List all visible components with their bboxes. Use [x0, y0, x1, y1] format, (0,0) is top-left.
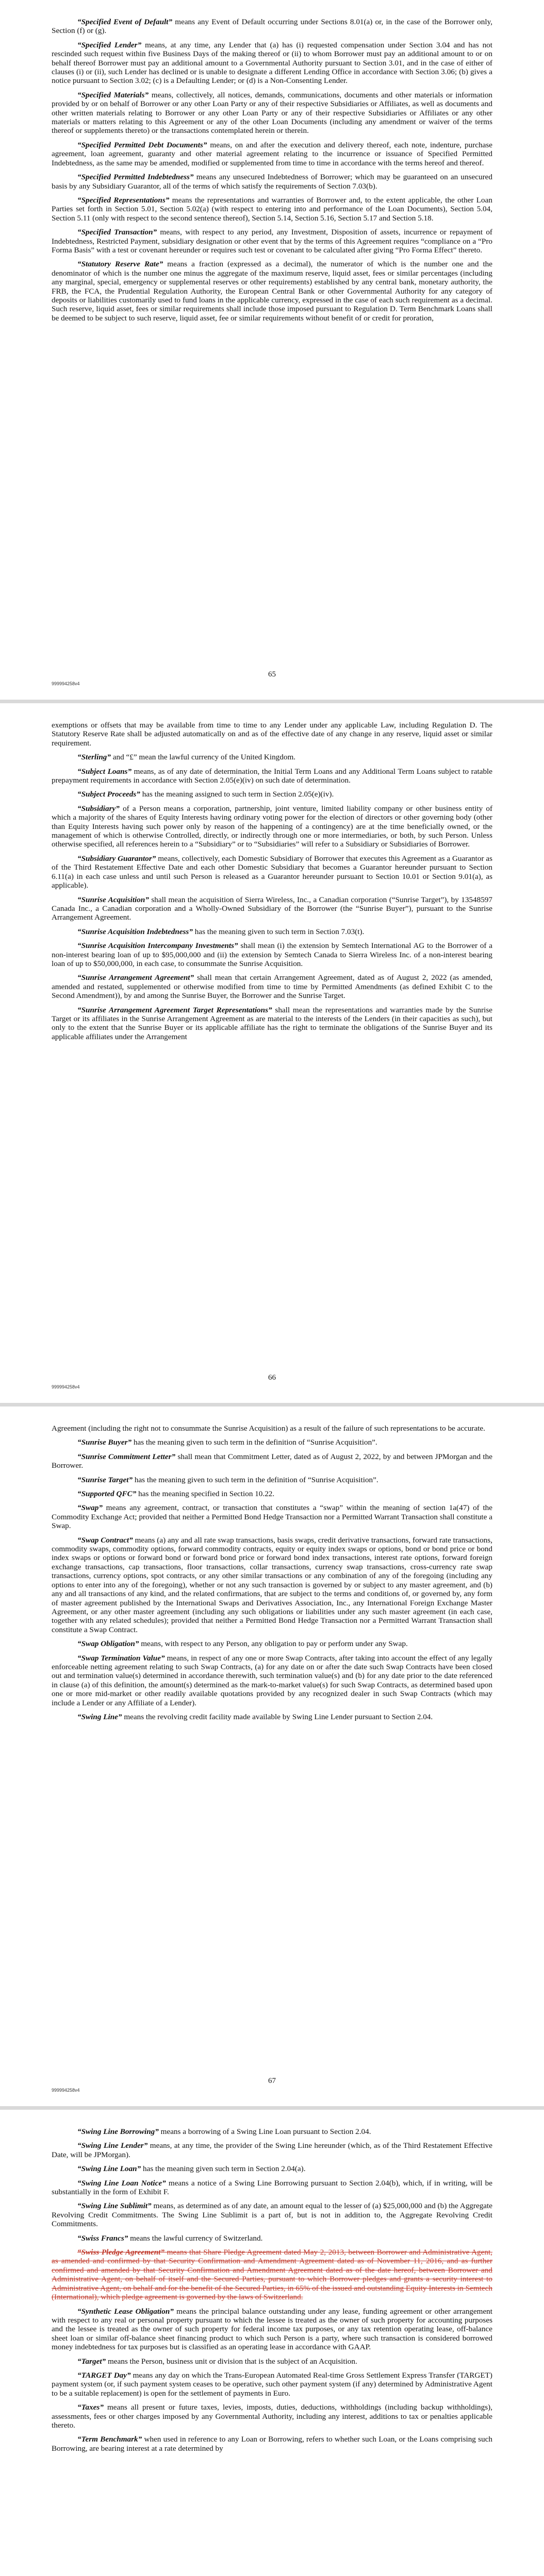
- definition-text: means any unsecured Indebtedness of Borrower; which may be guaranteed on an unsecured basis by any Subsidiary Guarantor, all of the terms of which satisfy the requirements of Section 7.03(b).: [52, 173, 492, 191]
- defined-term: “Swap Contract”: [77, 1535, 133, 1545]
- definition-paragraph: [52, 2141, 492, 2159]
- defined-term: “Swap Obligation”: [77, 1639, 139, 1649]
- definition-paragraph: [52, 2248, 492, 2301]
- definition-text: means a notice of a Swing Line Borrowing pursuant to Section 2.04(b), which, if in writing, will be substantially in the form of Exhibit F.: [52, 2178, 493, 2197]
- definition-text: means, at any time, the provider of the Swing Line hereunder (which, as of the Third Restatement Effective Date, will be JPMorgan).: [52, 2141, 493, 2159]
- definition-paragraph: [52, 260, 492, 323]
- document-page: [0, 0, 544, 700]
- defined-term: “TARGET Day”: [77, 2370, 131, 2380]
- defined-term: “Statutory Reserve Rate”: [77, 260, 163, 269]
- page-body: [52, 1424, 492, 1721]
- definition-text: means, collectively, each Domestic Subsidiary of Borrower that executes this Agreement as a Guarantor as of the Third Restatement Effective Date and each other Domestic Subsidiary that becomes a Guarantor hereunder pursuant to Section 6.11(a) in each case unless and until such Person is released as a Guarantor hereunder pursuant to Section 10.01 or Section 9.01(a), as applicable).: [52, 854, 492, 890]
- defined-term: “Swing Line Sublimit”: [77, 2201, 152, 2211]
- defined-term: “Target”: [77, 2357, 106, 2366]
- definition-text: shall mean the acquisition of Sierra Wireless, Inc., a Canadian corporation (“Sunrise Target”), by 13548597 Canada Inc., a Canadian corporation and a Wholly-Owned Subsidiary of the Borrower (the “Sunrise Buyer”), pursuant to the Sunrise Arrangement Agreement.: [52, 895, 492, 922]
- defined-term: “Specified Materials”: [77, 90, 149, 99]
- deleted-text: [52, 2248, 492, 2301]
- definition-text: means, at any time, any Lender that (a) has (i) requested compensation under Section 3.04 and has not rescinded such request within five Business Days of the making thereof or (ii) to whom Borrower must pay an additional amount to or on behalf thereof Borrower must pay an additional amount to a Governmental Authority pursuant to Section 3.01, and in the case of either of clauses (i) or (ii), such Lender has declined or is unable to designate a different Lending Office in accordance with Section 3.06; (b) gives a notice pursuant to Section 3.02; (c) is a Defaulting Lender; or (d) is a Non-Consenting Lender.: [52, 40, 492, 86]
- definition-text: Agreement (including the right not to consummate the Sunrise Acquisition) as a result of the failure of such representations to be accurate.: [52, 1424, 485, 1433]
- definition-paragraph: [52, 973, 492, 1000]
- definition-text: means all present or future taxes, levies, imposts, duties, deductions, withholdings (including backup withholdings), assessments, fees or other charges imposed by any Governmental Authority, including any interest, additions to tax or penalties applicable thereto.: [52, 2403, 492, 2430]
- defined-term: “Swing Line Loan”: [77, 2164, 141, 2174]
- defined-term: “Sunrise Acquisition Intercompany Investments”: [77, 941, 238, 951]
- definition-paragraph: [52, 1438, 492, 1447]
- definition-text: means the revolving credit facility made available by Swing Line Lender pursuant to Section 2.04.: [122, 1712, 433, 1721]
- definition-paragraph: [52, 767, 492, 785]
- definition-paragraph: [52, 2435, 492, 2453]
- definition-paragraph: [52, 2234, 492, 2243]
- defined-term: “Specified Permitted Debt Documents”: [77, 140, 207, 149]
- definition-text: means that Share Pledge Agreement dated May 2, 2013, between Borrower and Administrative Agent, as amended and confirmed by that Security Confirmation and Amendment Agreement dated as of November 11, 2016, and as further confirmed and amended by that Security Confirmation and Amendment Agreement dated as of the date hereof, between Borrower and Administrative Agent, on behalf of itself and the Secured Parties, pursuant to which Borrower pledges and grants a security interest to Administrative Agent, on behalf and for the benefit of the Secured Parties, in 65% of the issued and outstanding Equity Interests in Semtech (International), which pledge agreement is governed by the laws of Switzerland.: [52, 2248, 492, 2302]
- definition-text: has the meaning given to such term in the definition of “Sunrise Acquisition”.: [133, 1475, 378, 1484]
- definition-text: shall mean that Commitment Letter, dated as of August 2, 2022, by and between JPMorgan and the Borrower.: [52, 1452, 492, 1470]
- definition-paragraph: [52, 721, 492, 748]
- defined-term: “Swiss Francs”: [77, 2233, 128, 2243]
- definition-paragraph: [52, 18, 492, 36]
- defined-term: “Swing Line”: [77, 1712, 122, 1721]
- defined-term: “Swap”: [77, 1503, 103, 1513]
- defined-term: “Sunrise Arrangement Agreement Target Representations”: [77, 1005, 272, 1014]
- defined-term: “Specified Permitted Indebtedness”: [77, 173, 194, 182]
- definition-text: and “£” mean the lawful currency of the United Kingdom.: [111, 753, 296, 762]
- defined-term: “Sunrise Commitment Letter”: [77, 1452, 176, 1461]
- definition-text: shall mean (i) the extension by Semtech International AG to the Borrower of a non-interest bearing loan of up to $95,000,000 and (ii) the extension by Semtech Canada to Sierra Wireless Inc. of a non-interest bearing loan of up to $50,000,000, in each case, to consummate the Sunrise Acquisition.: [52, 941, 492, 968]
- definition-paragraph: [52, 1503, 492, 1530]
- definition-text: means a borrowing of a Swing Line Loan pursuant to Section 2.04.: [158, 2127, 371, 2136]
- definition-paragraph: [52, 804, 492, 849]
- definition-text: has the meaning assigned to such term in Section 2.05(e)(iv).: [140, 790, 334, 799]
- definition-text: means any agreement, contract, or transaction that constitutes a “swap” within the meaning of section 1a(47) of the Commodity Exchange Act; provided that neither a Permitted Bond Hedge Transaction nor a Permitted Warrant Transaction shall constitute a Swap.: [52, 1503, 492, 1531]
- definition-paragraph: [52, 1424, 492, 1433]
- definition-text: has the meaning specified in Section 10.22.: [136, 1489, 275, 1499]
- definition-text: of a Person means a corporation, partnership, joint venture, limited liability company or other business entity of which a majority of the shares of Equity Interests having ordinary voting power for the election of directors or other governing body (other than Equity Interests having such power only by reason of the happening of a contingency) are at the time beneficially owned, or the management of which is otherwise Controlled, directly, or indirectly through one or more intermediaries, or both, by such Person. Unless otherwise specified, all references herein to a “Subsidiary” or to “Subsidiaries” will refer to a Subsidiary or Subsidiaries of Borrower.: [52, 804, 492, 849]
- defined-term: “Specified Transaction”: [77, 228, 157, 237]
- definition-text: means, as determined as of any date, an amount equal to the lesser of (a) $25,000,000 and (b) the Aggregate Revolving Credit Commitments. The Swing Line Sublimit is a part of, but is not in addition to, the Aggregate Revolving Credit Commitments.: [52, 2201, 492, 2229]
- definition-text: has the meaning given such term in Section 2.04(a).: [141, 2164, 306, 2174]
- definition-paragraph: [52, 941, 492, 968]
- definition-paragraph: [52, 2201, 492, 2228]
- definition-text: means, with respect to any period, any Investment, Disposition of assets, incurrence or repayment of Indebtedness, Restricted Payment, subsidiary designation or other event that by the terms of this Agreement requires “compliance on a “Pro Forma Basis” with a test or covenant hereunder or requires such test or covenant to be calculated after giving “Pro Forma Effect” thereto.: [52, 228, 492, 255]
- definition-text: exemptions or offsets that may be available from time to time to any Lender under any applicable Law, including Regulation D. The Statutory Reserve Rate shall be adjusted automatically on and as of the effective date of any change in any reserve, liquid asset or similar requirement.: [52, 721, 492, 748]
- document-id: 999994258v4: [52, 681, 80, 686]
- defined-term: “Subject Proceeds”: [77, 790, 140, 799]
- definition-text: means, collectively, all notices, demands, communications, documents and other materials or information provided by or on behalf of Borrower or any other Loan Party or any of their respective Subsidiaries or Affiliates, as well as documents and other written materials relating to Borrower or any other Loan Party or any of their respective Subsidiaries or Affiliates or any other materials or matters relating to this Agreement or any of the other Loan Documents (including any amendment or waiver of the terms thereof or supplements thereto) or the transactions contemplated herein or therein.: [52, 90, 493, 135]
- page-number: 67: [268, 2077, 276, 2085]
- definition-text: shall mean the representations and warranties made by the Sunrise Target or its affiliates in the Sunrise Arrangement Agreement as are material to the interests of the Lenders (in their capacities as such), but only to the extent that the Sunrise Buyer or its applicable affiliate has the right to terminate the obligations of the Sunrise Buyer and its applicable affiliates under the Arrangement: [52, 1005, 492, 1041]
- definition-paragraph: [52, 1536, 492, 1634]
- defined-term: “Sterling”: [77, 753, 111, 762]
- definition-text: has the meaning given to such term in the definition of “Sunrise Acquisition”.: [131, 1438, 377, 1447]
- document-page: [0, 703, 544, 1403]
- document-id: 999994258v4: [52, 1384, 80, 1389]
- definition-paragraph: [52, 1006, 492, 1042]
- defined-term: “Sunrise Target”: [77, 1475, 133, 1484]
- defined-term: “Subject Loans”: [77, 767, 132, 776]
- document-page: [0, 1406, 544, 2106]
- definition-paragraph: [52, 2164, 492, 2173]
- defined-term: “Subsidiary Guarantor”: [77, 854, 156, 863]
- definition-paragraph: [52, 1476, 492, 1484]
- definition-text: means the lawful currency of Switzerland.: [128, 2233, 263, 2243]
- definition-text: means the principal balance outstanding under any lease, funding agreement or other arrangement with respect to any real or personal property pursuant to which the lessee is treated as the owner of such property for accounting purposes and the lessee is treated as the owner of such property for federal income tax purposes, or any tax retention operating lease, off-balance sheet loan or similar off-balance sheet financing product to which such Person is a party, where such transaction is considered borrowed money indebtedness for tax purposes but is classified as an operating lease in accordance with GAAP.: [52, 2307, 492, 2352]
- definition-paragraph: [52, 41, 492, 86]
- definition-text: means (a) any and all rate swap transactions, basis swaps, credit derivative transactions, forward rate transactions, commodity swaps, commodity options, forward commodity contracts, equity or equity index swaps or options, bond or bond price or bond index swaps or options or forward bond or forward bond price or forward bond index transactions, interest rate options, forward foreign exchange transactions, cap transactions, floor transactions, collar transactions, currency swap transactions, cross-currency rate swap transactions, currency options, spot contracts, or any other similar transactions or any combination of any of the foregoing (including any options to enter into any of the foregoing), whether or not any such transaction is governed by or subject to any master agreement, and (b) any and all transactions of any kind, and the related confirmations, that are subject to the terms and conditions of, or governed by, any form of master agreement published by the International Swaps and Derivatives Association, Inc., any International Foreign Exchange Master Agreement, or any other master agreement (including any such obligations or liabilities under any such master agreement (in each case, together with any related schedules); provided that neither a Permitted Bond Hedge Transaction nor a Permitted Warrant Transaction shall constitute a Swap Contract.: [52, 1535, 492, 1634]
- defined-term: “Synthetic Lease Obligation”: [77, 2307, 174, 2316]
- definition-paragraph: [52, 1452, 492, 1470]
- page-number: 66: [268, 1374, 276, 1382]
- page-body: [52, 2127, 492, 2453]
- definition-text: means, as of any date of determination, the Initial Term Loans and any Additional Term Loans subject to ratable prepayment requirements in accordance with Section 2.05(e)(iv) on such date of determination.: [52, 767, 492, 785]
- page-body: [52, 721, 492, 1041]
- definition-text: means, with respect to any Person, any obligation to pay or perform under any Swap.: [139, 1639, 408, 1649]
- definition-text: means any day on which the Trans-European Automated Real-time Gross Settlement Express Transfer (TARGET) payment system (or, if such payment system ceases to be operative, such other payment system (if any) determined by Administrative Agent to be a suitable replacement) is open for the settlement of payments in Euro.: [52, 2370, 492, 2398]
- definition-paragraph: [52, 854, 492, 890]
- definition-paragraph: [52, 2403, 492, 2430]
- definition-text: has the meaning given to such term in Section 7.03(t).: [192, 927, 365, 936]
- definition-text: means, in respect of any one or more Swap Contracts, after taking into account the effect of any legally enforceable netting agreement relating to such Swap Contracts, (a) for any date on or after the date such Swap Contracts have been closed out and termination value(s) determined in accordance therewith, such termination value(s) and (b) for any date prior to the date referenced in clause (a) of this definition, the amount(s) determined as the mark-to-market value(s) for such Swap Contracts, as determined based upon one or more mid-market or other readily available quotations provided by any recognized dealer in such Swap Contracts (which may include a Lender or any Affiliate of a Lender).: [52, 1653, 493, 1707]
- defined-term: “Swiss Pledge Agreement”: [77, 2248, 164, 2257]
- defined-term: “Specified Representations”: [77, 195, 170, 205]
- defined-term: “Term Benchmark”: [77, 2435, 142, 2444]
- defined-term: “Swing Line Loan Notice”: [77, 2178, 166, 2188]
- definition-paragraph: [52, 1639, 492, 1648]
- document-page: [0, 2110, 544, 2576]
- defined-term: “Swap Termination Value”: [77, 1653, 165, 1663]
- definition-text: means the Person, business unit or division that is the subject of an Acquisition.: [106, 2357, 357, 2366]
- definition-paragraph: [52, 228, 492, 255]
- defined-term: “Taxes”: [77, 2403, 104, 2412]
- definition-paragraph: [52, 790, 492, 799]
- definition-paragraph: [52, 2307, 492, 2352]
- definition-paragraph: [52, 895, 492, 922]
- definition-paragraph: [52, 1654, 492, 1707]
- definition-paragraph: [52, 173, 492, 191]
- defined-term: “Sunrise Acquisition”: [77, 895, 149, 904]
- defined-term: “Sunrise Arrangement Agreement”: [77, 973, 194, 982]
- defined-term: “Sunrise Acquisition Indebtedness”: [77, 927, 193, 936]
- definition-text: when used in reference to any Loan or Borrowing, refers to whether such Loan, or the Loans comprising such Borrowing, are bearing interest at a rate determined by: [52, 2435, 493, 2453]
- defined-term: “Specified Lender”: [77, 40, 142, 49]
- definition-paragraph: [52, 91, 492, 135]
- page-body: [52, 18, 492, 323]
- defined-term: “Subsidiary”: [77, 804, 120, 813]
- definition-text: means the representations and warranties of Borrower and, to the extent applicable, the other Loan Parties set forth in Section 5.01, Section 5.02(a) (with respect to entering into and performance of the Loan Documents), Section 5.04, Section 5.11 (only with respect to the second sentence thereof), Section 5.14, Section 5.16, Section 5.17 and Section 5.18.: [52, 195, 492, 223]
- definition-text: means a fraction (expressed as a decimal), the numerator of which is the number one and the denominator of which is the number one minus the aggregate of the maximum reserve, liquid asset, fees or similar percentages (including any marginal, special, emergency or supplemental reserves or other requirements) established by any central bank, monetary authority, the FRB, the FCA, the Prudential Regulation Authority, the European Central Bank or other Governmental Authority for any category of deposits or liabilities customarily used to fund loans in the applicable currency, expressed in the case of each such requirement as a decimal. Such reserve, liquid asset, fees or similar requirements shall include those imposed pursuant to Regulation D. Term Benchmark Loans shall be deemed to be subject to such reserve, liquid asset, fee or similar requirements without benefit of or credit for proration,: [52, 260, 492, 323]
- definition-paragraph: [52, 2371, 492, 2398]
- definition-text: means, on and after the execution and delivery thereof, each note, indenture, purchase agreement, loan agreement, guaranty and other material agreement relating to the incurrence or issuance of Specified Permitted Indebtedness, as the same may be amended, modified or supplemented from time to time in accordance with the terms hereof and thereof.: [52, 140, 492, 167]
- definition-paragraph: [52, 753, 492, 761]
- defined-term: “Supported QFC”: [77, 1489, 137, 1499]
- definition-text: means any Event of Default occurring under Sections 8.01(a) or, in the case of the Borrower only, Section (f) or (g).: [52, 18, 492, 36]
- defined-term: “Swing Line Lender”: [77, 2141, 148, 2150]
- definition-paragraph: [52, 1713, 492, 1721]
- document-id: 999994258v4: [52, 2088, 80, 2093]
- definition-text: shall mean that certain Arrangement Agreement, dated as of August 2, 2022 (as amended, amended and restated, supplemented or otherwise modified from time to time by Permitted Amendments (as defined Exhibit C to the Second Amendment)), by and among the Sunrise Buyer, the Borrower and the Sunrise Target.: [52, 973, 492, 1001]
- definition-paragraph: [52, 927, 492, 936]
- definition-paragraph: [52, 196, 492, 223]
- definition-paragraph: [52, 2357, 492, 2366]
- page-number: 65: [268, 670, 276, 679]
- definition-paragraph: [52, 2127, 492, 2136]
- defined-term: “Sunrise Buyer”: [77, 1438, 132, 1447]
- defined-term: “Swing Line Borrowing”: [77, 2127, 159, 2136]
- definition-paragraph: [52, 2179, 492, 2197]
- definition-paragraph: [52, 1489, 492, 1498]
- defined-term: “Specified Event of Default”: [77, 18, 173, 26]
- definition-paragraph: [52, 141, 492, 167]
